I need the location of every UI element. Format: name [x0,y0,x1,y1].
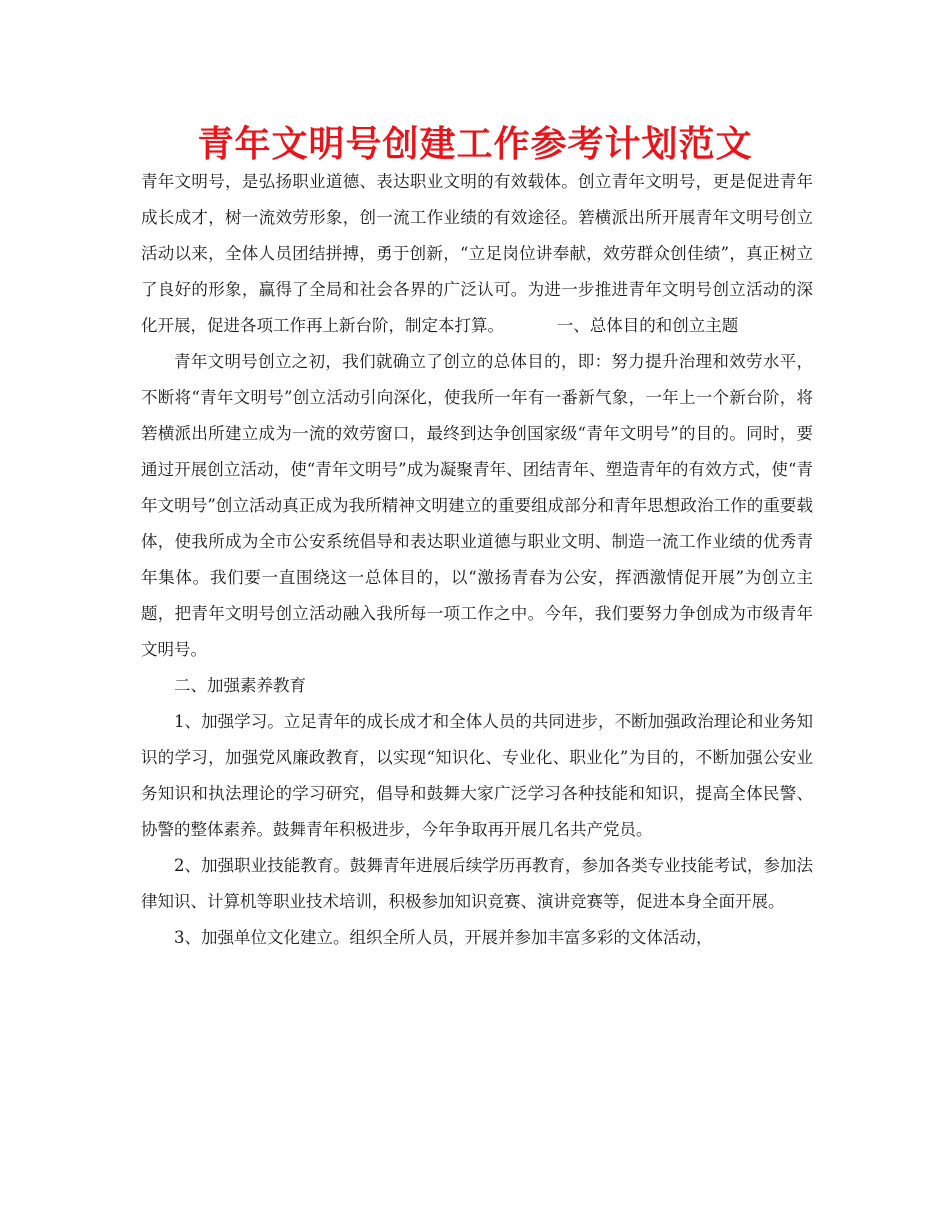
section2-heading: 二、加强素养教育 [174,676,306,695]
item1-paragraph: 1、加强学习。立足青年的成长成才和全体人员的共同进步，不断加强政治理论和业务知识的学习，加强党风廉政教育，以实现“知识化、专业化、职业化”为目的，不断加强公安业务知识和执法理论的学习研究，倡导和鼓舞大家广泛学习各种技能和知识，提高全体民警、协警的整体素养。鼓舞青年积极进步，今年争取再开展几名共产党员。 [141,712,813,839]
section1-heading: 一、总体目的和创立主题 [556,316,739,335]
intro-paragraph [141,164,813,344]
item3-paragraph: 3、加强单位文化建立。组织全所人员，开展并参加丰富多彩的文体活动， [174,928,713,947]
document-body [141,164,813,956]
section1-paragraph: 青年文明号创立之初，我们就确立了创立的总体目的，即：努力提升治理和效劳水平，不断将“青年文明号”创立活动引向深化，使我所一年有一番新气象，一年上一个新台阶，将箬横派出所建立成为一流的效劳窗口，最终到达争创国家级“青年文明号”的目的。同时，要通过开展创立活动，使“青年文明号”成为凝聚青年、团结青年、塑造青年的有效方式，使“青年文明号”创立活动真正成为我所精神文明建立的重要组成部分和青年思想政治工作的重要载体，使我所成为全市公安系统倡导和表达职业道德与职业文明、制造一流工作业绩的优秀青年集体。我们要一直围绕这一总体目的，以“激扬青春为公安，挥洒激情促开展”为创立主题，把青年文明号创立活动融入我所每一项工作之中。今年，我们要努力争创成为市级青年文明号。 [141,352,813,659]
document-title: 青年文明号创建工作参考计划范文 [197,123,753,165]
intro-text: 青年文明号，是弘扬职业道德、表达职业文明的有效载体。创立青年文明号，更是促进青年成长成才，树一流效劳形象，创一流工作业绩的有效途径。箬横派出所开展青年文明号创立活动以来，全体人员团结拼搏，勇于创新，“立足岗位讲奉献，效劳群众创佳绩”，真正树立了良好的形象，赢得了全局和社会各界的广泛认可。为进一步推进青年文明号创立活动的深化开展，促进各项工作再上新台阶，制定本打算。 [141,172,813,335]
item2-paragraph: 2、加强职业技能教育。鼓舞青年进展后续学历再教育，参加各类专业技能考试，参加法律知识、计算机等职业技术培训，积极参加知识竞赛、演讲竞赛等，促进本身全面开展。 [141,856,813,911]
